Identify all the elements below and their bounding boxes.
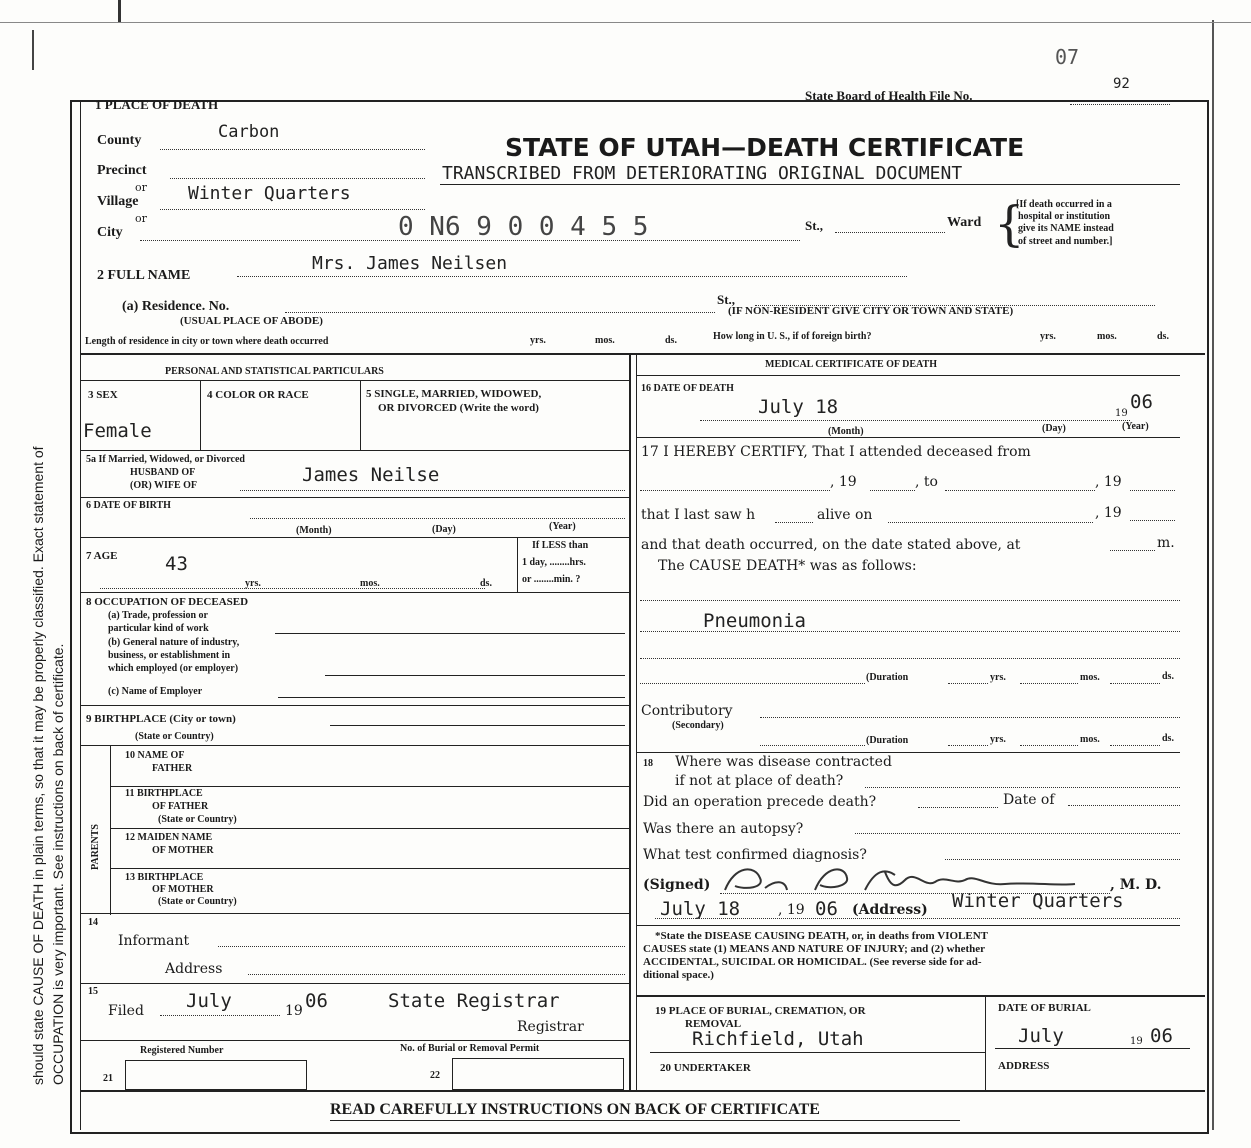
dob-line xyxy=(250,518,625,519)
certify-to: , to xyxy=(915,474,938,490)
frame-inner-line xyxy=(80,100,81,1130)
medical-heading-line xyxy=(636,375,1180,376)
age-yrs: yrs. xyxy=(245,578,261,589)
alive-year-line xyxy=(1130,520,1175,521)
md-label: , M. D. xyxy=(1110,877,1162,893)
dod-19: 19 xyxy=(1115,408,1128,419)
age-row-bottom xyxy=(80,592,629,593)
burial-permit-label: No. of Burial or Removal Permit xyxy=(400,1043,540,1054)
side-instruction-1: should state CAUSE OF DEATH in plain terms, so that it may be properly classified. Exact statement of xyxy=(30,446,46,1085)
alive-on: alive on xyxy=(817,507,873,523)
frame-top-mark xyxy=(118,0,121,22)
county-value: Carbon xyxy=(218,122,280,142)
occupation-row-bottom xyxy=(80,705,629,706)
contrib-dur-mos xyxy=(1020,745,1078,746)
dob-day: (Day) xyxy=(432,524,456,535)
certify-from-year xyxy=(870,490,915,491)
where-contracted-1: Where was disease contracted xyxy=(675,754,892,770)
mother-label-1: 12 MAIDEN NAME xyxy=(125,832,213,843)
spouse-label-1: 5a If Married, Widowed, or Divorced xyxy=(86,454,245,465)
mother-label-2: OF MOTHER xyxy=(152,845,214,856)
father-label-1: 10 NAME OF xyxy=(125,750,185,761)
file-number: 92 xyxy=(1113,76,1130,92)
alive-on-line xyxy=(888,522,1093,523)
village-line xyxy=(160,209,425,210)
n22: 22 xyxy=(430,1070,440,1081)
mother-row-bottom xyxy=(110,868,629,869)
note-line-1: *State the DISEASE CAUSING DEATH, or, in deaths from VIOLENT xyxy=(655,930,989,942)
cause-line-1 xyxy=(640,600,1180,601)
us-ds: ds. xyxy=(1157,331,1169,342)
burial-bottom xyxy=(80,1090,1205,1092)
age-line xyxy=(100,588,485,589)
dod-month: (Month) xyxy=(828,426,864,437)
occupation-c-line xyxy=(278,697,625,698)
filed-line xyxy=(160,1015,280,1016)
spouse-label-2: HUSBAND OF xyxy=(130,467,196,478)
less-than-3: or ........min. ? xyxy=(522,574,581,585)
contrib-duration-line xyxy=(760,745,865,746)
spouse-label-3: (OR) WIFE OF xyxy=(130,480,198,491)
personal-heading: PERSONAL AND STATISTICAL PARTICULARS xyxy=(165,366,384,377)
date-of-line xyxy=(1068,805,1180,806)
cause-value: Pneumonia xyxy=(703,610,806,632)
spouse-line xyxy=(240,490,625,491)
birthplace-line xyxy=(330,725,625,726)
dob-year: (Year) xyxy=(549,521,576,532)
age-mos: mos. xyxy=(360,578,380,589)
signature-19: , 19 xyxy=(778,902,805,918)
age-less-divider xyxy=(517,537,518,592)
occupation-a1: (a) Trade, profession or xyxy=(108,610,208,621)
death-occurred: and that death occurred, on the date stated above, at xyxy=(641,537,1021,553)
occupation-c: (c) Name of Employer xyxy=(108,686,203,697)
hospital-note-4: of street and number.] xyxy=(1018,236,1113,247)
sex-value: Female xyxy=(83,420,152,442)
certify-19-a: , 19 xyxy=(830,474,857,490)
n21: 21 xyxy=(103,1073,113,1084)
cert-stamp-number: 0 N6 9 0 0 4 5 5 xyxy=(398,212,649,242)
cause-dur-mos xyxy=(1020,683,1078,684)
informant-label: Informant xyxy=(118,933,190,949)
occupation-a2: particular kind of work xyxy=(108,623,209,634)
page-title: STATE OF UTAH—DEATH CERTIFICATE xyxy=(505,133,1025,162)
section-top-line xyxy=(80,353,1205,355)
personal-heading-line xyxy=(80,380,629,381)
test-label: What test confirmed diagnosis? xyxy=(643,847,867,863)
spouse-value: James Neilse xyxy=(302,464,440,486)
address-label: (Address) xyxy=(852,902,928,918)
cause-line-3 xyxy=(640,658,1180,659)
birthplace-state: (State or Country) xyxy=(135,731,214,742)
burial-divider xyxy=(985,995,986,1090)
center-divider xyxy=(629,353,631,1090)
full-name-line xyxy=(237,276,907,277)
dod-year-label: (Year) xyxy=(1122,421,1149,432)
sex-label: 3 SEX xyxy=(88,389,118,401)
parents-left-line xyxy=(110,745,111,915)
undertaker-label: 20 UNDERTAKER xyxy=(660,1062,751,1074)
hospital-note-1: [If death occurred in a xyxy=(1016,199,1112,210)
contrib-dur-ds xyxy=(1110,745,1160,746)
occupation-label: 8 OCCUPATION OF DECEASED xyxy=(86,596,249,608)
cause-ds: ds. xyxy=(1162,671,1174,682)
autopsy-label: Was there an autopsy? xyxy=(643,821,804,837)
occupation-b3: which employed (or employer) xyxy=(108,663,239,674)
non-resident-note: (IF NON-RESIDENT GIVE CITY OR TOWN AND STATE) xyxy=(728,305,1014,317)
county-label: County xyxy=(97,133,142,148)
length-residence: Length of residence in city or town where death occurred xyxy=(85,336,329,347)
burial-date-year: 06 xyxy=(1150,1025,1173,1047)
contrib-mos: mos. xyxy=(1080,734,1100,745)
burial-date-label: DATE OF BURIAL xyxy=(998,1002,1091,1014)
street-label: St., xyxy=(805,218,824,233)
precinct-label: Precinct xyxy=(97,163,147,178)
residence-line xyxy=(285,312,715,313)
note-line-4: ditional space.) xyxy=(643,969,714,981)
cause-dur-yrs xyxy=(948,683,988,684)
cause-dur-ds xyxy=(1110,683,1160,684)
informant-line xyxy=(218,946,625,947)
cause-mos: mos. xyxy=(1080,672,1100,683)
village-value: Winter Quarters xyxy=(188,183,351,204)
file-number-label: State Board of Health File No. xyxy=(805,88,973,103)
death-occurred-line xyxy=(1110,550,1155,551)
filed-month: July xyxy=(186,990,232,1012)
us-yrs: yrs. xyxy=(1040,331,1056,342)
us-mos: mos. xyxy=(1097,331,1117,342)
footer-instructions: READ CAREFULLY INSTRUCTIONS ON BACK OF CERTIFICATE xyxy=(330,1101,820,1118)
dod-row-bottom xyxy=(636,437,1180,438)
certificate-frame xyxy=(70,100,1209,1134)
note-line-2: CAUSES state (1) MEANS AND NATURE OF INJURY; and (2) whether xyxy=(643,943,986,955)
operation-line xyxy=(918,807,998,808)
physician-address: Winter Quarters xyxy=(952,890,1124,912)
side-instruction-2: OCCUPATION is very important. See instructions on back of certificate. xyxy=(50,643,66,1085)
contrib-dur-yrs xyxy=(948,745,988,746)
marital-label-2: OR DIVORCED (Write the word) xyxy=(378,402,539,414)
length-yrs: yrs. xyxy=(530,335,546,346)
n14: 14 xyxy=(88,917,98,928)
how-long-us: How long in U. S., if of foreign birth? xyxy=(713,331,872,342)
undertaker-address-label: ADDRESS xyxy=(998,1060,1050,1072)
color-label: 4 COLOR OR RACE xyxy=(207,389,309,401)
center-divider-2 xyxy=(636,353,637,1090)
ward-brace: { xyxy=(994,196,1025,252)
cause-duration-line xyxy=(640,683,865,684)
length-mos: mos. xyxy=(595,335,615,346)
filed-row-bottom xyxy=(80,1040,629,1041)
certify-19-b: , 19 xyxy=(1095,474,1122,490)
county-line xyxy=(160,149,425,150)
contributory-row-bottom xyxy=(636,752,1180,753)
city-label: City xyxy=(97,225,123,240)
last-saw-line xyxy=(775,522,813,523)
contrib-yrs: yrs. xyxy=(990,734,1006,745)
father-birth-row-bottom xyxy=(110,828,629,829)
father-birth-1: 11 BIRTHPLACE xyxy=(125,788,203,799)
registered-number-box[interactable] xyxy=(125,1060,307,1090)
occupation-b1: (b) General nature of industry, xyxy=(108,637,240,648)
page-subtitle: TRANSCRIBED FROM DETERIORATING ORIGINAL DOCUMENT xyxy=(442,163,963,184)
burial-place: Richfield, Utah xyxy=(692,1028,864,1050)
spouse-row-bottom xyxy=(80,497,629,498)
sex-row-bottom xyxy=(80,450,629,451)
n15: 15 xyxy=(88,986,98,997)
precinct-line xyxy=(170,178,425,179)
village-label: Village xyxy=(97,194,139,209)
filed-19: 19 xyxy=(285,1003,303,1019)
note-row-bottom xyxy=(636,995,1205,997)
length-ds: ds. xyxy=(665,335,677,346)
dod-day: (Day) xyxy=(1042,423,1066,434)
physician-address-line xyxy=(655,918,1180,919)
occupation-b2: business, or establishment in xyxy=(108,650,231,661)
informant-address-line xyxy=(248,974,625,975)
date-of-label: Date of xyxy=(1003,792,1055,808)
filed-label: Filed xyxy=(108,1003,144,1019)
less-than-2: 1 day, ........hrs. xyxy=(522,557,586,568)
dod-value: July 18 xyxy=(758,396,839,418)
where-line xyxy=(865,787,1180,788)
registered-number-label: Registered Number xyxy=(140,1045,224,1056)
operation-label: Did an operation precede death? xyxy=(643,794,877,810)
father-birth-2: OF FATHER xyxy=(152,801,209,812)
footer-underline xyxy=(330,1120,960,1121)
burial-permit-box[interactable] xyxy=(452,1058,624,1090)
signed-row-bottom xyxy=(636,925,1180,926)
signed-label: (Signed) xyxy=(643,877,711,893)
cause-label: The CAUSE DEATH* was as follows: xyxy=(658,558,917,574)
autopsy-line xyxy=(855,833,1180,834)
contributory-label: Contributory xyxy=(641,703,733,719)
burial-date-line xyxy=(995,1048,1190,1049)
registrar-label: Registrar xyxy=(517,1019,584,1035)
burial-date-19: 19 xyxy=(1130,1036,1143,1047)
alive-19: , 19 xyxy=(1095,505,1122,521)
street-line xyxy=(835,232,945,233)
mother-birth-1: 13 BIRTHPLACE xyxy=(125,872,204,883)
contrib-ds: ds. xyxy=(1162,733,1174,744)
hospital-note-2: hospital or institution xyxy=(1018,211,1111,222)
file-number-line xyxy=(1070,104,1170,105)
n18: 18 xyxy=(643,758,653,769)
or-2: or xyxy=(135,212,147,225)
occupation-b-line xyxy=(325,675,625,676)
filed-year: 06 xyxy=(305,990,328,1012)
age-ds: ds. xyxy=(480,578,492,589)
place-of-death-heading: 1 PLACE OF DEATH xyxy=(95,97,219,112)
contrib-duration: (Duration xyxy=(866,735,909,746)
mother-birth-3: (State or Country) xyxy=(158,896,237,907)
residence-label: (a) Residence. No. xyxy=(122,299,230,314)
burial-date-month: July xyxy=(1018,1025,1064,1047)
usual-abode: (USUAL PLACE OF ABODE) xyxy=(180,315,323,327)
medical-heading: MEDICAL CERTIFICATE OF DEATH xyxy=(765,359,937,370)
cause-line-2 xyxy=(640,631,1180,632)
informant-row-bottom xyxy=(80,983,629,984)
cause-yrs: yrs. xyxy=(990,672,1006,683)
signature-date: July 18 xyxy=(660,898,741,920)
informant-address-label: Address xyxy=(165,961,223,977)
secondary-label: (Secondary) xyxy=(672,720,724,731)
dod-year: 06 xyxy=(1130,391,1153,413)
parents-label: PARENTS xyxy=(90,824,101,870)
death-occurred-m: m. xyxy=(1157,535,1175,551)
mother-birth-2: OF MOTHER xyxy=(152,884,214,895)
burial-place-label-2: REMOVAL xyxy=(685,1018,742,1030)
full-name-label: 2 FULL NAME xyxy=(97,268,191,283)
father-row-bottom xyxy=(110,786,629,787)
dob-label: 6 DATE OF BIRTH xyxy=(86,500,171,511)
sex-divider xyxy=(200,380,201,450)
frame-right-edge xyxy=(1212,20,1214,1130)
certify-to-year xyxy=(1130,490,1175,491)
hospital-note-3: give its NAME instead xyxy=(1018,223,1114,234)
age-label: 7 AGE xyxy=(86,550,118,562)
subtitle-underline xyxy=(440,184,1180,185)
certify-to-line xyxy=(945,490,1095,491)
burial-place-label-1: 19 PLACE OF BURIAL, CREMATION, OR xyxy=(655,1005,866,1017)
top-edge-line xyxy=(0,22,1251,23)
or-1: or xyxy=(135,181,147,194)
father-birth-3: (State or Country) xyxy=(158,814,237,825)
left-edge-mark xyxy=(32,30,34,70)
ward-label: Ward xyxy=(947,215,982,230)
occupation-a-line xyxy=(275,633,625,634)
residence-street-label: St., xyxy=(717,292,736,307)
less-than-1: If LESS than xyxy=(532,540,589,551)
full-name-value: Mrs. James Neilsen xyxy=(312,253,508,274)
birthplace-label: 9 BIRTHPLACE (City or town) xyxy=(86,713,236,725)
father-label-2: FATHER xyxy=(152,763,193,774)
burial-place-line xyxy=(650,1052,985,1053)
dod-line xyxy=(700,420,1130,421)
state-registrar: State Registrar xyxy=(388,990,560,1012)
dob-month: (Month) xyxy=(296,525,332,536)
where-contracted-2: if not at place of death? xyxy=(675,773,844,789)
cause-duration: (Duration xyxy=(866,672,909,683)
last-saw: that I last saw h xyxy=(641,507,756,523)
note-line-3: ACCIDENTAL, SUICIDAL OR HOMICIDAL. (See reverse side for ad- xyxy=(643,956,982,968)
dod-label: 16 DATE OF DEATH xyxy=(641,383,734,394)
contributory-line xyxy=(760,717,1180,718)
certify-line-1: 17 I HEREBY CERTIFY, That I attended deceased from xyxy=(641,444,1031,460)
corner-mark: 07 xyxy=(1055,45,1080,69)
birthplace-row-bottom xyxy=(80,745,629,746)
parents-row-bottom xyxy=(80,913,629,914)
certify-from-line xyxy=(640,490,830,491)
color-divider xyxy=(360,380,361,450)
dob-row-bottom xyxy=(80,537,629,538)
age-value: 43 xyxy=(165,553,188,575)
signature-year: 06 xyxy=(815,898,838,920)
marital-label-1: 5 SINGLE, MARRIED, WIDOWED, xyxy=(366,388,542,400)
